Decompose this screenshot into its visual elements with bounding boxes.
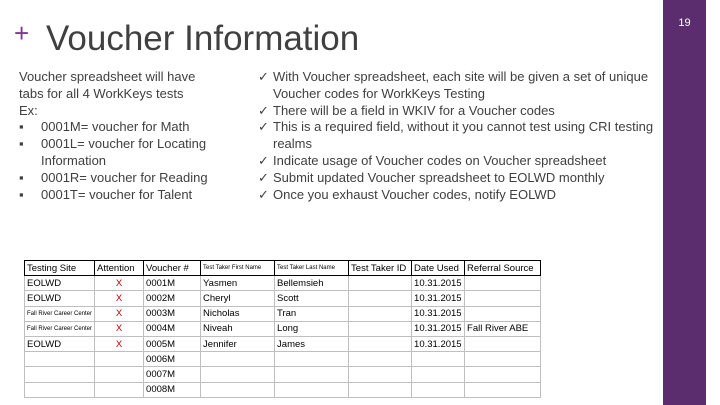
plus-icon: +: [14, 18, 30, 48]
intro-line: tabs for all 4 WorkKeys tests: [19, 85, 184, 101]
intro-line: Voucher spreadsheet will have: [19, 69, 196, 84]
checklist-item: ✓ With Voucher spreadsheet, each site will be given a set of unique Voucher codes for WorkKeys Testing: [258, 69, 649, 101]
table-cell: 10.31.2015: [412, 321, 465, 336]
table-header-row: [25, 261, 541, 276]
table-cell: [465, 352, 541, 367]
table-cell: [95, 382, 144, 397]
table-cell: [95, 367, 144, 382]
voucher-example-list: [19, 119, 239, 203]
table-row: [25, 336, 541, 351]
square-bullet-icon: ▪: [19, 186, 24, 202]
table-cell: [349, 382, 412, 397]
table-cell: Jennifer: [201, 336, 275, 351]
table-row: [25, 291, 541, 306]
column-header: Voucher #: [144, 261, 201, 276]
square-bullet-icon: ▪: [19, 119, 24, 135]
checklist-item: ✓ Submit updated Voucher spreadsheet to EOLWD monthly: [258, 169, 605, 185]
list-item: ▪ 0001R= voucher for Reading: [19, 169, 208, 185]
table-body: [25, 276, 541, 398]
table-cell: [201, 382, 275, 397]
table-cell: [275, 367, 349, 382]
square-bullet-icon: ▪: [19, 136, 24, 152]
table-cell: 0008M: [144, 382, 201, 397]
table-cell: [349, 352, 412, 367]
table-cell: 0005M: [144, 336, 201, 351]
table-cell: EOLWD: [25, 276, 95, 291]
table-cell: Long: [275, 321, 349, 336]
table-cell: [465, 367, 541, 382]
column-header: Test Taker First Name: [201, 261, 275, 276]
checkmark-icon: ✓: [258, 152, 269, 168]
table-cell: X: [95, 336, 144, 351]
checklist-item: ✓ Once you exhaust Voucher codes, notify EOLWD: [258, 186, 557, 202]
table-cell: [412, 352, 465, 367]
table-row: [25, 367, 541, 382]
table-cell: [275, 382, 349, 397]
table-cell: 10.31.2015: [412, 291, 465, 306]
table-cell: Yasmen: [201, 276, 275, 291]
slide-title: Voucher Information: [46, 19, 360, 58]
table-cell: [465, 382, 541, 397]
checklist: [258, 69, 658, 203]
column-header: Referral Source: [465, 261, 541, 276]
table-cell: [349, 321, 412, 336]
column-header: Test Taker Last Name: [275, 261, 349, 276]
table-cell: [412, 382, 465, 397]
table-cell: EOLWD: [25, 291, 95, 306]
table-cell: [349, 276, 412, 291]
table-cell: X: [95, 276, 144, 291]
table-row: [25, 276, 541, 291]
table-cell: 0006M: [144, 352, 201, 367]
side-accent-bar: [663, 0, 706, 405]
table-cell: [201, 352, 275, 367]
table-cell: Fall River Career Center: [25, 306, 95, 321]
table-cell: [349, 367, 412, 382]
table-cell: [95, 352, 144, 367]
table-cell: X: [95, 306, 144, 321]
table-row: [25, 382, 541, 397]
column-header: Attention: [95, 261, 144, 276]
list-item: ▪ 0001L= voucher for Locating Information: [19, 136, 207, 168]
checkmark-icon: ✓: [258, 186, 269, 202]
column-header: Testing Site: [25, 261, 95, 276]
table-cell: 10.31.2015: [412, 276, 465, 291]
voucher-table: [24, 260, 541, 398]
table-row: [25, 306, 541, 321]
column-header: Date Used: [412, 261, 465, 276]
table-cell: Bellemsieh: [275, 276, 349, 291]
table-cell: [465, 276, 541, 291]
column-header: Test Taker ID: [349, 261, 412, 276]
table-cell: 0007M: [144, 367, 201, 382]
table-cell: 0001M: [144, 276, 201, 291]
table-cell: [465, 306, 541, 321]
table-cell: X: [95, 321, 144, 336]
table-cell: [465, 291, 541, 306]
table-cell: 0003M: [144, 306, 201, 321]
checkmark-icon: ✓: [258, 169, 269, 185]
table-cell: Fall River ABE: [465, 321, 541, 336]
table-cell: James: [275, 336, 349, 351]
table-cell: 0002M: [144, 291, 201, 306]
table-cell: [25, 382, 95, 397]
intro-line: Ex:: [19, 102, 38, 118]
table-cell: 0004M: [144, 321, 201, 336]
table-cell: [25, 352, 95, 367]
table-cell: [349, 336, 412, 351]
right-text-column: [258, 69, 658, 203]
table-cell: [349, 291, 412, 306]
table-cell: [412, 367, 465, 382]
table-cell: [201, 367, 275, 382]
left-text-column: [19, 69, 239, 203]
list-item: ▪ 0001T= voucher for Talent: [19, 186, 193, 202]
checklist-item: ✓ There will be a field in WKIV for a Voucher codes: [258, 102, 555, 118]
checklist-item: ✓ This is a required field, without it you cannot test using CRI testing realms: [258, 119, 654, 152]
table-cell: [465, 336, 541, 351]
table-cell: [275, 352, 349, 367]
checkmark-icon: ✓: [258, 119, 269, 135]
table-cell: X: [95, 291, 144, 306]
table-cell: Nicholas: [201, 306, 275, 321]
table-cell: Scott: [275, 291, 349, 306]
checklist-item: ✓ Indicate usage of Voucher codes on Voucher spreadsheet: [258, 152, 607, 168]
table-cell: [25, 367, 95, 382]
table-cell: EOLWD: [25, 336, 95, 351]
checkmark-icon: ✓: [258, 69, 269, 84]
table-cell: Fall River Career Center: [25, 321, 95, 336]
table-cell: Cheryl: [201, 291, 275, 306]
table-cell: [349, 306, 412, 321]
table-row: [25, 321, 541, 336]
table-cell: Niveah: [201, 321, 275, 336]
table-cell: 10.31.2015: [412, 336, 465, 351]
table-cell: Tran: [275, 306, 349, 321]
page-number: 19: [678, 17, 691, 29]
table-cell: 10.31.2015: [412, 306, 465, 321]
table-row: [25, 352, 541, 367]
checkmark-icon: ✓: [258, 102, 269, 118]
list-item: ▪ 0001M= voucher for Math: [19, 119, 190, 135]
square-bullet-icon: ▪: [19, 169, 24, 185]
